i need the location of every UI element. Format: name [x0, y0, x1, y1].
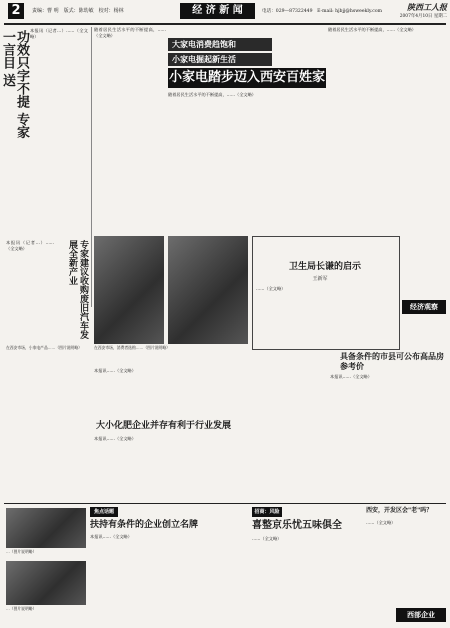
col-divider — [91, 27, 92, 307]
bottom-left-body: 本报讯……（全文略） — [90, 534, 132, 539]
paper-name: 陕西工人报 — [407, 2, 447, 12]
main-body-col3: 随着居民生活水平的不断提高，……（全文略） — [328, 27, 416, 32]
fertilizer-headline: 大小化肥企业并存有利于行业发展 — [96, 421, 232, 431]
main-headline: 小家电踏步迈入西安百姓家 — [168, 68, 326, 88]
fertilizer-body-2: 本报讯……（全文略） — [94, 436, 136, 441]
photo-mid-caption: 在西安市场，消费者选购……（图片说明略） — [94, 345, 170, 350]
left-mid-headline: 专家建议收购废旧汽车发展全新产业 — [67, 240, 88, 339]
main-body-col2: 随着居民生活水平的不断提高，……（全文略） — [168, 92, 256, 97]
bottom-photo-2-caption: …（图片说明略） — [6, 606, 37, 611]
issue-date: 2007年4月10日 星期二 — [399, 14, 447, 19]
commentary-headline: 卫生局长谦的启示 — [288, 262, 361, 272]
bottom-right-body: ……（全文略） — [366, 520, 396, 525]
main-body-col1: 随着居民生活水平的不断提高，……（全文略） — [94, 27, 166, 38]
photo-left — [94, 236, 164, 344]
bottom-mid-kicker: 招商：风险 — [252, 507, 282, 517]
bottom-photo-1 — [6, 508, 86, 548]
masthead-rule — [4, 23, 446, 25]
photo-left-caption: 在西安市场，小家电产品……（图片说明略） — [6, 345, 82, 350]
fertilizer-body-1: 本报讯……（全文略） — [94, 368, 136, 373]
photo-mid — [168, 236, 248, 344]
bottom-photo-1-caption: …（图片说明略） — [6, 549, 37, 554]
bottom-mid-body: ……（全文略） — [252, 536, 282, 541]
left-top-body: 本报讯（记者…）……（全文略） — [30, 28, 88, 39]
left-top-headline: 功效只字不提 专家 一言目 送 — [0, 30, 29, 139]
editors-line: 责编：曹 明 版式：陈幼敏 校对：杨林 — [32, 8, 124, 14]
hotline: 电话：029—87322449 E-mail: hjbjj@hsweekly.com — [262, 9, 382, 14]
left-mid-body: 本报讯（记者…）……（全文略） — [6, 240, 54, 251]
right-mid-headline: 具备条件的市县可公布高品房参考价 — [340, 352, 444, 371]
section-title: 经 济 新 闻 — [180, 3, 255, 19]
column-logo: 经济观察 — [402, 300, 446, 314]
page-number: 2 — [8, 3, 24, 19]
bottom-left-kicker: 焦点话题 — [90, 507, 118, 517]
bottom-photo-2 — [6, 561, 86, 605]
right-mid-body: 本报讯……（全文略） — [330, 374, 372, 379]
bottom-left-headline: 扶持有条件的企业创立名牌 — [90, 520, 199, 530]
commentary-body: ……（全文略） — [256, 286, 286, 291]
commentary-author: 王新军 — [312, 276, 328, 282]
bottom-right-headline: 西安，开发区会"老"吗？ — [366, 507, 433, 514]
main-kicker-2: 小家电掘起新生活 — [168, 53, 272, 66]
bottom-right-label: 西部企业 — [396, 608, 446, 622]
bottom-mid-headline: 喜整京乐忧五味俱全 — [252, 520, 342, 531]
main-kicker-1: 大家电消费趋饱和 — [168, 38, 272, 51]
masthead — [0, 0, 450, 24]
lower-rule — [4, 503, 446, 504]
